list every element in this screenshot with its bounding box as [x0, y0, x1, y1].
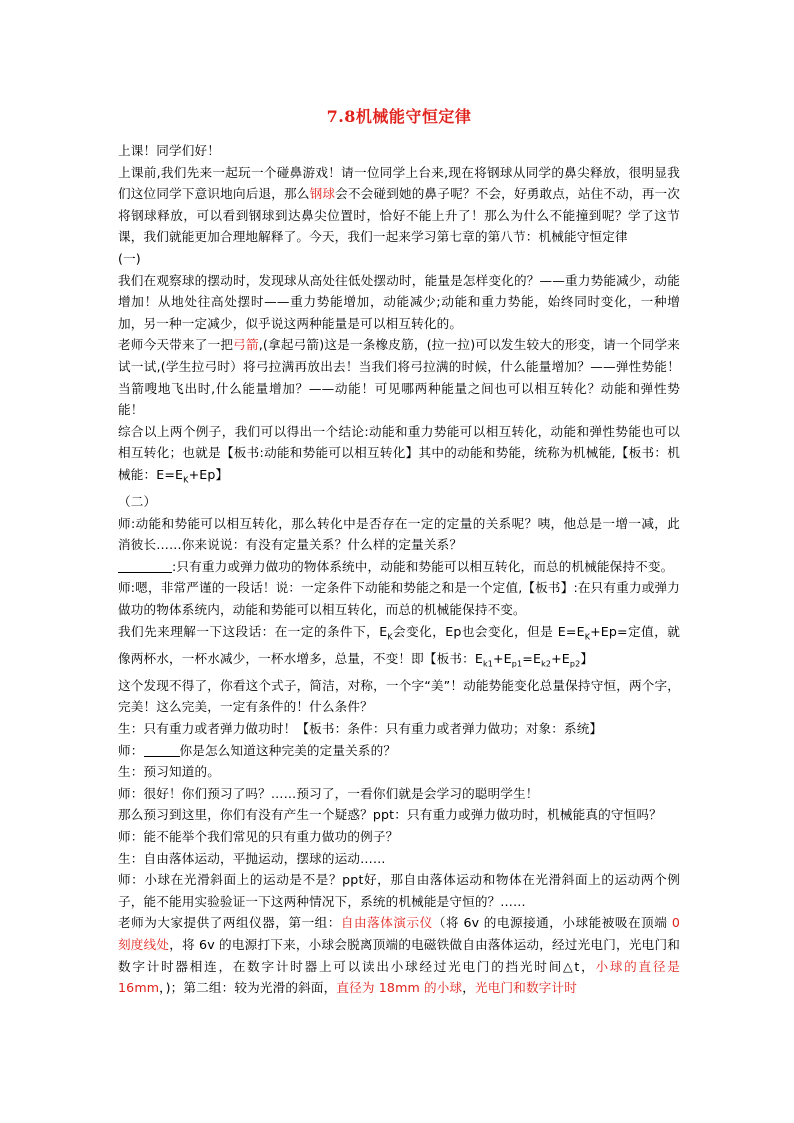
text: （将 6v 的电源接通，小球能被吸在顶端 — [432, 915, 672, 931]
subscript: K — [183, 475, 189, 485]
blank-line — [118, 558, 172, 573]
paragraph-examples: 生：自由落体运动，平抛运动，摆球的运动…… — [118, 850, 386, 866]
text: +Ep】 — [188, 466, 229, 482]
text: =E — [522, 650, 542, 666]
paragraph-how-know — [118, 740, 680, 762]
subscript: p2 — [569, 659, 581, 669]
highlight-text: 弓箭 — [233, 337, 259, 353]
text: 师： — [118, 742, 144, 758]
highlight-text: 小球的直径是 16mm — [118, 958, 680, 996]
text: 老师今天带来了一把 — [118, 337, 234, 353]
subscript: p1 — [511, 659, 523, 669]
subscript: k1 — [482, 659, 493, 669]
text: 会变化，Ep也会变化，但是 E=E — [392, 623, 585, 639]
text: +E — [551, 650, 570, 666]
text: ，)；第二组：较为光滑的斜面， — [159, 980, 337, 996]
paragraph-pendulum: 我们在观察球的摆动时，发现球从高处往低处摆动时，能量是怎样变化的？——重力势能减少，动能增加！从地处往高处摆时——重力势能增加，动能减少;动能和重力势能，始终同时变化，一种增加，另一种一定减少，似乎说这两种能量是可以相互转化的。 — [118, 272, 680, 331]
paragraph-instruments — [118, 912, 680, 998]
highlight-text: 直径为 18mm 的小球 — [336, 980, 463, 996]
paragraph-understanding — [118, 621, 680, 675]
subscript: k2 — [541, 659, 552, 669]
section-heading-1: (一) — [118, 250, 141, 266]
paragraph-intro — [118, 162, 680, 248]
text: +E — [492, 650, 512, 666]
paragraph-teacher-summary: 师:嗯，非常严谨的一段话！说：一定条件下动能和势能之和是一个定值,【板书】:在只有重力或弹力做功的物体系统内，动能和势能可以相互转化，而总的机械能保持不变。 — [118, 580, 680, 617]
text: 综合以上两个例子，我们可以得出一个结论:动能和重力势能可以相互转化，动能和弹性势能也可以相互转化；也就是【板书:动能和势能可以相互转化】其中的动能和势能，统称为机械能,【板书：机械能：E=E — [118, 423, 680, 482]
highlight-text: 光电门和数字计时 — [475, 980, 577, 996]
section-heading-2: （二） — [118, 494, 157, 510]
paragraph-condition: 生：只有重力或者弹力做功时！【板书：条件：只有重力或者弹力做功；对象：系统】 — [118, 720, 603, 736]
paragraph-praise: 师：很好！你们预习了吗？……预习了，一看你们就是会学习的聪明学生！ — [118, 785, 539, 801]
text: 上课前,我们先来一起玩一个碰鼻游戏！请一位同学上台来,现在将钢球从同学的鼻尖释放，很明显我们这位同学下意识地向后退，那么 — [118, 164, 680, 202]
document-title: 7.8机械能守恒定律 — [326, 107, 472, 126]
text: ，将 6v 的电源打下来，小球会脱离顶端的电磁铁做自由落体运动，经过光电门，光电门和数字计时器相连，在数字计时器上可以读出小球经过光电门的挡光时间△t， — [118, 936, 680, 974]
blank-line — [144, 742, 180, 757]
highlight-text: 钢球 — [309, 186, 336, 202]
text: 我们先来理解一下这段话：在一定的条件下，E — [118, 623, 388, 639]
highlight-text: 0 刻度线处 — [118, 915, 680, 952]
text: +Ep=定值，就像两杯水，一杯水减少，一杯水增多，总量，不变！即【板书：E — [118, 623, 680, 666]
paragraph-bow — [118, 334, 680, 420]
paragraph-greeting: 上课！同学们好！ — [118, 143, 220, 158]
subscript: K — [387, 632, 393, 642]
text: 】 — [580, 650, 594, 666]
text: 老师为大家提供了两组仪器，第一组： — [118, 915, 341, 931]
paragraph-beauty: 这个发现不得了，你看这个式子，简洁，对称，一个字“美”！动能势能变化总量保持守恒，两个字，完美！这么完美，一定有条件的！什么条件？ — [118, 677, 680, 715]
text: ,(拿起弓箭)这是一条橡皮筋，(拉一拉)可以发生较大的形变，请一个同学来试一试,(学生拉弓时）将弓拉满再放出去！当我们将弓拉满的时候，什么能量增加？——弹性势能！当箭嗖地飞出时,什么能量增加？——动能！可见哪两种能量之间也可以相互转化？动能和弹性势能！ — [118, 337, 680, 418]
text: :只有重力或弹力做功的物体系统中，动能和势能可以相互转化，而总的机械能保持不变。 — [172, 558, 674, 574]
text: 会不会碰到她的鼻子呢？不会，好勇敢点，站住不动，再一次将钢球释放，可以看到钢球到达鼻尖位置时，恰好不能上升了！那么为什么不能撞到呢？学了这节课，我们就能更加合理地解释了。今天，我们一起来学习第七章的第八节：机械能守恒定律 — [118, 186, 680, 245]
subscript: K — [584, 632, 591, 642]
paragraph-doubt: 那么预习到这里，你们有没有产生一个疑惑？ppt：只有重力或弹力做功时，机械能真的守恒吗？ — [118, 807, 662, 823]
paragraph-experiment-question: 师：小球在光滑斜面上的运动是不是？ppt好，那自由落体运动和物体在光滑斜面上的运动两个例子，能不能用实验验证一下这两种情况下，系统的机械能是守恒的？…… — [118, 872, 680, 909]
document-page — [118, 104, 680, 999]
highlight-text: 自由落体演示仪 — [340, 915, 433, 931]
paragraph-teacher-question: 师:动能和势能可以相互转化，那么转化中是否存在一定的定量的关系呢？咦，他总是一增一减，此消彼长……你来说说：有没有定量关系？什么样的定量关系？ — [118, 515, 680, 553]
paragraph-student-answer — [118, 556, 680, 578]
paragraph-conclusion — [118, 421, 680, 491]
text: 你是怎么知道这种完美的定量关系的？ — [179, 742, 397, 758]
paragraph-example-question: 师：能不能举个我们常见的只有重力做功的例子？ — [118, 828, 399, 844]
text: ， — [462, 980, 476, 996]
paragraph-preview: 生：预习知道的。 — [118, 764, 220, 780]
